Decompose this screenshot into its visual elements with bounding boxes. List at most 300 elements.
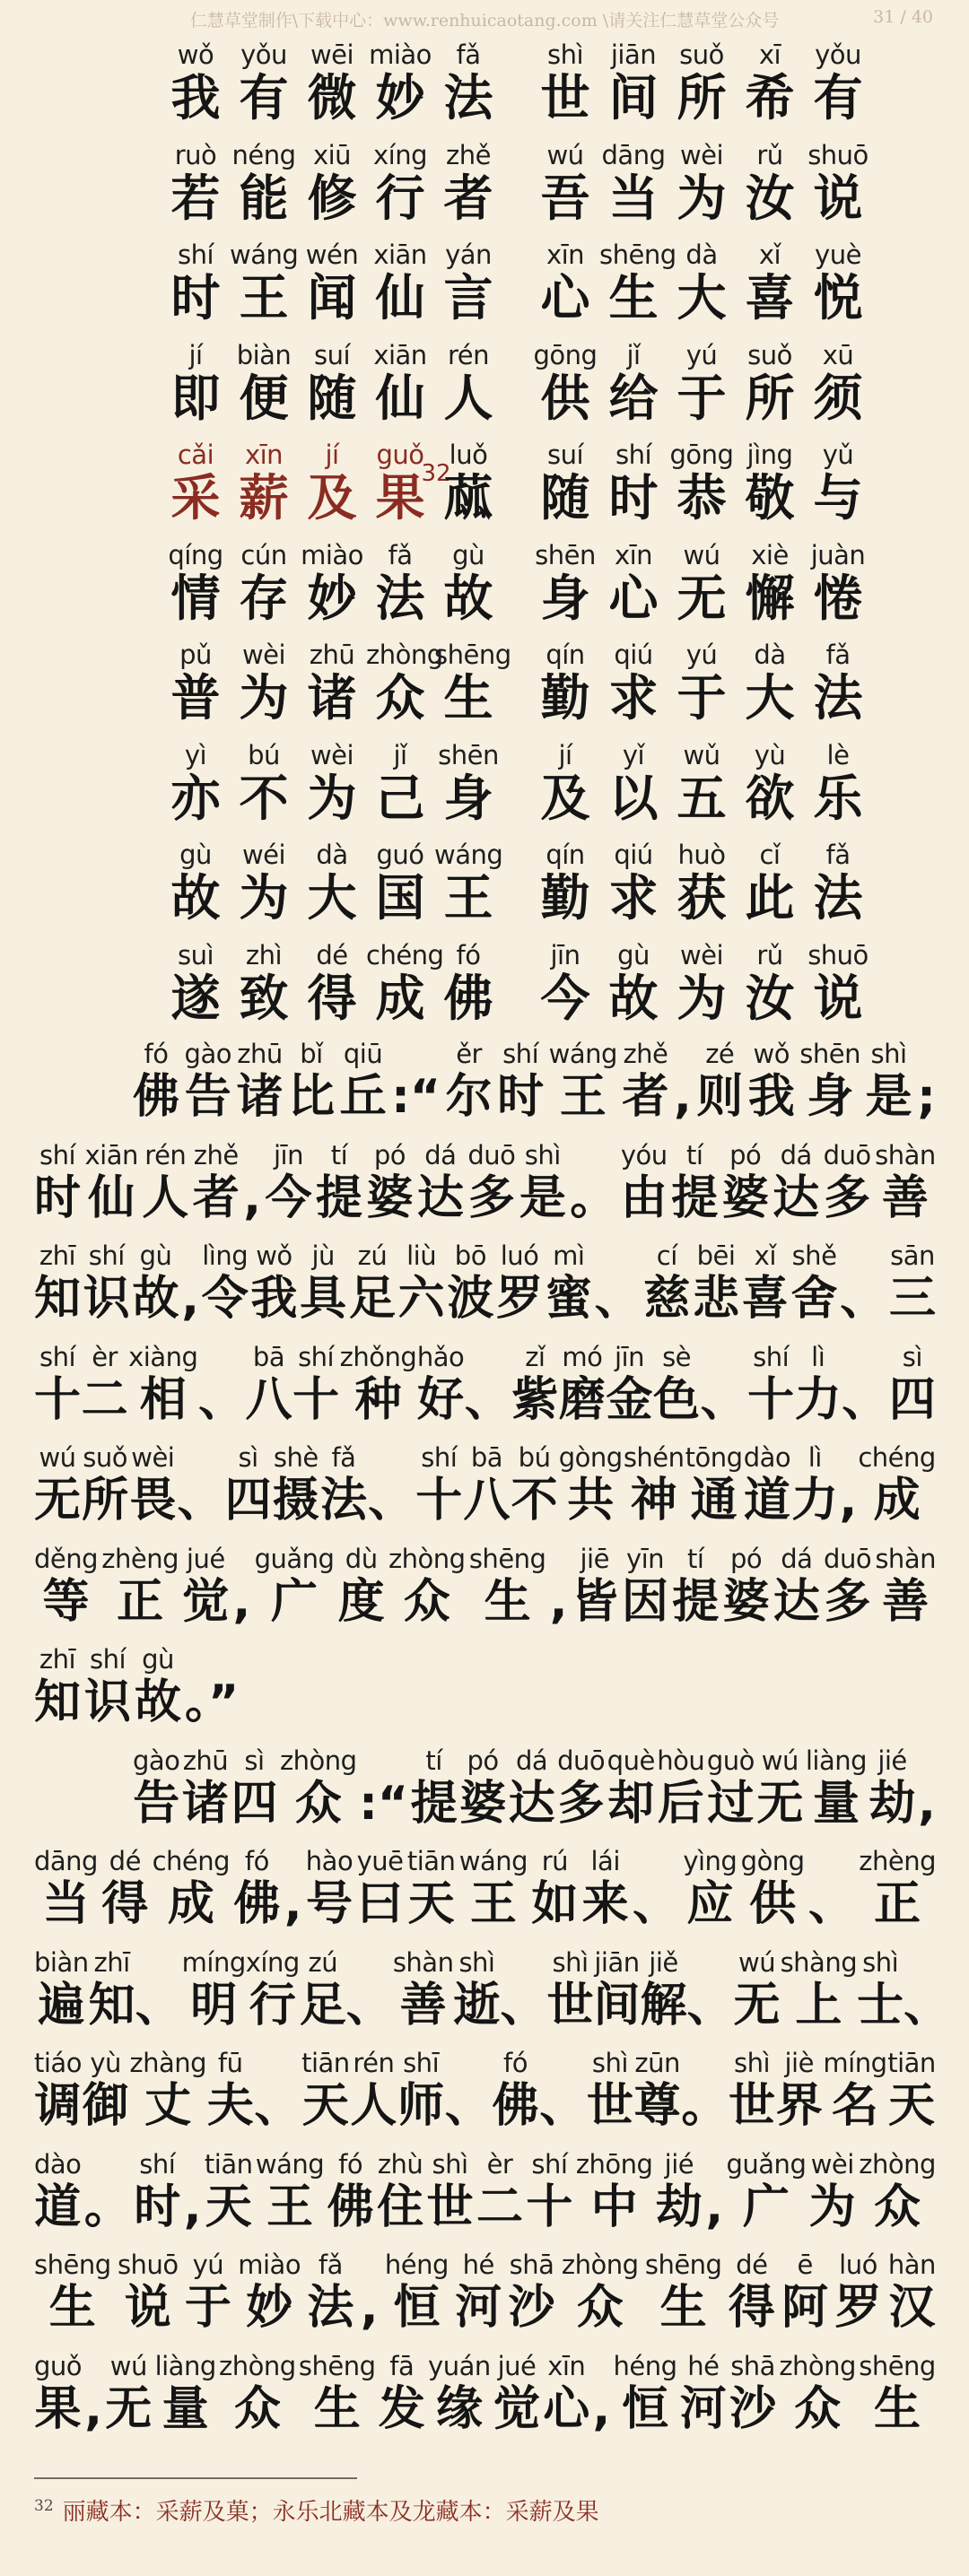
pinyin: bō (454, 1240, 486, 1271)
footnote-number: 32 (34, 2497, 54, 2516)
ruby-char (133, 1745, 179, 1832)
pinyin: zú (357, 1240, 388, 1271)
ruby-char (445, 2048, 492, 2134)
ruby-char (447, 1240, 493, 1327)
ruby-char (624, 1442, 685, 1528)
hanzi: 佛 (443, 969, 493, 1027)
pinyin: dào (743, 1442, 791, 1473)
hanzi: 广 (742, 2180, 790, 2234)
pinyin: wéi (241, 840, 286, 870)
ruby-char (806, 1745, 867, 1832)
ruby-char (256, 2149, 324, 2235)
ruby-char (391, 1039, 441, 1125)
hanzi: 是 (519, 1171, 566, 1225)
pinyin: chéng (366, 939, 444, 970)
pinyin: hàn (887, 2250, 936, 2280)
pinyin: jǐ (393, 739, 407, 770)
ruby-char (182, 1745, 229, 1832)
hanzi: 王 (266, 2180, 314, 2234)
hanzi: 色 (653, 1372, 701, 1427)
pinyin: xiān (84, 1139, 138, 1171)
pinyin: shàn (392, 1946, 454, 1978)
pinyin: zhī (93, 1946, 130, 1978)
pinyin: zhòng (779, 2350, 856, 2381)
pinyin: fǎ (318, 2250, 343, 2280)
pinyin: zhī (39, 1240, 76, 1271)
ruby-char (34, 1240, 81, 1327)
pinyin: zūn (634, 2048, 680, 2078)
ruby-char (587, 2048, 633, 2134)
ruby-char (744, 1442, 790, 1528)
ruby-char (427, 2149, 474, 2235)
hanzi: 大 (745, 669, 795, 727)
ruby-char (350, 2048, 397, 2134)
ruby-char (243, 1140, 261, 1226)
pinyin: luǒ (449, 439, 488, 470)
ruby-char (155, 2351, 216, 2437)
hanzi: 共 (567, 1474, 615, 1527)
ruby-char (233, 1544, 251, 1630)
pinyin: wǒ (753, 1039, 790, 1069)
hanzi: 世 (426, 2180, 474, 2234)
pinyin: jué (186, 1543, 225, 1574)
verse-left-half (162, 239, 502, 326)
verse-left-half (162, 39, 502, 126)
hanzi: 及 (307, 469, 357, 527)
hanzi: 有 (813, 69, 863, 126)
hanzi: 与 (813, 469, 863, 527)
ruby-char (346, 1947, 393, 2033)
pinyin: zhě (446, 139, 491, 170)
hanzi: 汝 (745, 169, 795, 227)
pinyin: mó (562, 1341, 603, 1372)
ruby-char (316, 1140, 362, 1226)
hanzi: 我 (747, 1070, 795, 1124)
pinyin: dé (109, 1846, 141, 1876)
pinyin: shì (862, 1946, 899, 1978)
punctuation: 、 (464, 1372, 511, 1427)
hanzi: 等 (42, 1574, 90, 1629)
ruby-char (840, 1240, 886, 1327)
pinyin: tí (330, 1139, 348, 1171)
hanzi: 生 (659, 2281, 707, 2335)
pinyin: shì (734, 2048, 771, 2078)
pinyin (103, 2149, 111, 2180)
pinyin: jiě (649, 1946, 678, 1978)
punctuation: :“ (359, 1776, 409, 1831)
ruby-char (641, 1947, 687, 2033)
hanzi: 则 (696, 1070, 744, 1124)
hanzi: 众 (294, 1776, 342, 1831)
hanzi: 罗 (496, 1272, 544, 1326)
pinyin: wèi (131, 1442, 175, 1473)
punctuation: 、 (368, 1474, 415, 1527)
hanzi: 此 (745, 869, 795, 927)
hanzi: 故 (608, 969, 659, 1027)
ruby-char (779, 2351, 856, 2437)
hanzi: 妙 (307, 569, 357, 627)
pinyin: suǒ (679, 39, 724, 70)
pinyin: shí (421, 1442, 458, 1473)
hanzi: 为 (677, 169, 727, 227)
hanzi: 悲 (693, 1272, 740, 1326)
ruby-char (182, 1947, 246, 2033)
pinyin: wú (546, 139, 584, 170)
prose-line (34, 1240, 936, 1339)
pinyin: héng (384, 2250, 449, 2280)
pinyin (598, 2351, 606, 2381)
hanzi: 解 (640, 1978, 687, 2032)
pinyin: juàn (810, 539, 866, 570)
verse-left-half (162, 740, 502, 826)
hanzi: 身 (540, 569, 590, 627)
pinyin: gōng (669, 439, 734, 470)
verse-right-half (531, 39, 872, 126)
pinyin: jiè (784, 2048, 814, 2078)
ruby-char (621, 1140, 668, 1226)
pinyin: tiáo (34, 2048, 82, 2078)
ruby-char (385, 2250, 449, 2336)
hanzi: 八 (463, 1474, 511, 1527)
ruby-char (407, 1846, 456, 1932)
hanzi: 为 (808, 2180, 856, 2234)
ruby-char (379, 2351, 425, 2437)
ruby-char (496, 1240, 543, 1327)
ruby-char (634, 2048, 681, 2134)
ruby-char (34, 2048, 82, 2134)
pinyin: zǐ (525, 1341, 546, 1372)
pinyin: chéng (152, 1846, 231, 1876)
pinyin (860, 1240, 868, 1271)
hanzi: 善 (882, 1574, 930, 1629)
pinyin: cún (240, 539, 287, 570)
hanzi: 汉 (888, 2281, 936, 2335)
pinyin: zhòng (279, 1745, 357, 1776)
ruby-char (643, 1240, 690, 1327)
hanzi: 尔 (445, 1070, 493, 1124)
pinyin: fǎ (388, 539, 413, 570)
hanzi: 知 (34, 1272, 82, 1326)
ruby-char (531, 1846, 578, 1932)
hanzi: 薪 (239, 469, 289, 527)
pinyin: guó (376, 840, 424, 870)
hanzi: 婆 (722, 1574, 770, 1629)
pinyin: dà (754, 640, 786, 670)
ruby-char (132, 1240, 179, 1327)
pinyin: zhàng (129, 2048, 207, 2078)
pinyin: gù (617, 939, 650, 970)
hanzi: 世 (546, 1978, 594, 2032)
pinyin: fǎ (331, 1442, 356, 1473)
page-number: 31 / 40 (873, 7, 933, 27)
pinyin: jiān (610, 39, 657, 70)
ruby-char (493, 2048, 539, 2134)
hanzi: 喜 (741, 1272, 789, 1326)
pinyin: pǔ (179, 640, 212, 670)
pinyin: hào (305, 1846, 354, 1876)
pinyin: dà (316, 840, 348, 870)
pinyin: shí (531, 2148, 568, 2180)
pinyin: suǒ (747, 339, 792, 370)
pinyin: lái (590, 1846, 620, 1876)
hanzi: 仙 (88, 1171, 135, 1225)
punctuation: , (360, 2281, 379, 2335)
ruby-char (795, 1342, 842, 1428)
ruby-char (917, 1039, 936, 1125)
pinyin: yì (184, 739, 207, 770)
pinyin: děng (34, 1543, 99, 1574)
hanzi: 故 (135, 1675, 182, 1729)
ruby-char (288, 1039, 335, 1125)
pinyin (274, 2048, 282, 2078)
pinyin: fó (338, 2148, 363, 2180)
pinyin: shí (139, 2148, 176, 2180)
pinyin: gōng (533, 339, 598, 370)
hanzi: 力 (794, 1372, 842, 1427)
ruby-char (723, 1544, 770, 1630)
pinyin (701, 2048, 709, 2078)
hanzi: 恭 (677, 469, 727, 527)
hanzi: 皆 (571, 1574, 618, 1629)
hanzi: 行 (375, 169, 425, 227)
pinyin: wèi (679, 139, 724, 170)
pinyin: yù (754, 739, 786, 770)
hanzi: 采 (170, 469, 221, 527)
pinyin: yán (445, 239, 492, 270)
pinyin: xīn (547, 2350, 586, 2381)
hanzi: 众 (794, 2381, 842, 2436)
pinyin: zhū (237, 1039, 283, 1069)
pinyin: fó (456, 939, 481, 970)
ruby-char (292, 1342, 339, 1428)
pinyin: bā (252, 1341, 285, 1372)
hanzi: 所 (82, 1474, 129, 1527)
ruby-char (300, 1240, 346, 1327)
pinyin: shēn (438, 739, 499, 770)
hanzi: 劫 (869, 1776, 916, 1831)
hanzi: 十 (292, 1372, 340, 1427)
ruby-char (101, 1544, 179, 1630)
hanzi: 天 (888, 2079, 936, 2133)
pinyin: wèi (810, 2148, 854, 2180)
pinyin: bú (248, 739, 280, 770)
hanzi: 生 (443, 669, 493, 727)
pinyin: liù (406, 1240, 437, 1271)
hanzi: 沙 (508, 2281, 555, 2335)
ruby-char (671, 1140, 718, 1226)
pinyin: tiān (887, 2048, 936, 2078)
pinyin: rǔ (756, 939, 783, 970)
pinyin: yǐ (622, 739, 645, 770)
ruby-char (34, 2149, 81, 2235)
hanzi: 多 (467, 1171, 515, 1225)
hanzi: 妙 (246, 2281, 293, 2335)
pinyin: ē (797, 2250, 813, 2280)
hanzi: 发 (378, 2381, 425, 2436)
hanzi: 及 (540, 769, 590, 827)
ruby-char (729, 2351, 776, 2437)
pinyin: pó (373, 1139, 406, 1171)
hanzi: 故 (170, 869, 221, 927)
ruby-char (582, 1846, 629, 1932)
hanzi: 恒 (393, 2281, 441, 2335)
ruby-char (366, 1140, 413, 1226)
hanzi: 间 (608, 69, 659, 126)
ruby-char (672, 1544, 719, 1630)
hanzi: 好 (417, 1372, 465, 1427)
pinyin: wèi (679, 939, 724, 970)
hanzi: 王 (239, 269, 289, 326)
ruby-char (118, 2250, 179, 2336)
hanzi: 时 (170, 269, 221, 326)
pinyin: qín (546, 640, 585, 670)
pinyin: lì (811, 1341, 825, 1372)
hanzi: 为 (239, 869, 289, 927)
hanzi: 汝 (745, 969, 795, 1027)
hanzi: 应 (686, 1877, 734, 1931)
pinyin (238, 1544, 246, 1574)
pinyin: liàng (154, 2350, 216, 2381)
hanzi: 法 (319, 1474, 367, 1527)
pinyin: wáng (548, 1039, 617, 1069)
hanzi: 大 (307, 869, 357, 927)
pinyin: sì (244, 1745, 265, 1776)
hanzi: 通 (690, 1474, 738, 1527)
ruby-char (84, 2351, 102, 2437)
ruby-char (34, 1644, 81, 1730)
hanzi: 告 (133, 1776, 180, 1831)
hanzi: 说 (813, 169, 863, 227)
ruby-char (84, 2149, 131, 2235)
pinyin: miào (238, 2250, 301, 2280)
pinyin: shí (298, 1341, 335, 1372)
pinyin: jiān (594, 1946, 640, 1978)
ruby-char (177, 1442, 223, 1528)
hanzi: 沙 (729, 2381, 777, 2436)
pinyin: miào (369, 39, 432, 70)
pinyin (828, 1846, 836, 1876)
pinyin: shēng (34, 2250, 111, 2280)
prose-line (34, 1140, 936, 1239)
pinyin: gù (142, 1644, 174, 1675)
hanzi: 求 (608, 869, 659, 927)
ruby-char (300, 1947, 346, 2033)
pinyin: yǒu (815, 39, 861, 70)
verse-line (0, 39, 969, 138)
hanzi: 法 (813, 669, 863, 727)
hanzi: 界 (775, 2079, 823, 2133)
prose-line (133, 1745, 936, 1844)
hanzi: 妙 (375, 69, 425, 126)
pinyin: shì (870, 1039, 907, 1069)
ruby-char (84, 1644, 131, 1730)
hanzi: 佛 (133, 1070, 180, 1124)
hanzi: 世 (586, 2079, 633, 2133)
ruby-char (680, 2351, 727, 2437)
verse-line (0, 239, 969, 338)
ruby-char (701, 1342, 747, 1428)
hanzi: 生 (484, 1574, 531, 1629)
punctuation: 、 (254, 2079, 301, 2133)
hanzi: 正 (117, 1574, 164, 1629)
pinyin (923, 1947, 931, 1978)
pinyin: ruò (174, 139, 217, 170)
pinyin: dá (516, 1745, 548, 1776)
hanzi: 者 (192, 1171, 240, 1225)
pinyin: zhèng (101, 1543, 179, 1574)
ruby-char (722, 1140, 769, 1226)
pinyin: yóu (620, 1139, 668, 1171)
ruby-char (857, 1947, 904, 2033)
hanzi: 仙 (375, 269, 425, 326)
hanzi: 今 (265, 1171, 312, 1225)
footnote (34, 2493, 931, 2527)
hanzi: 众 (576, 2281, 624, 2335)
hanzi: 果 32 (375, 460, 451, 527)
hanzi: 勤 (540, 669, 590, 727)
pinyin (720, 1342, 728, 1372)
pinyin: jù (311, 1240, 335, 1271)
pinyin (711, 2149, 719, 2180)
pinyin: zhī (39, 1644, 76, 1675)
hanzi: 己 (375, 769, 425, 827)
hanzi: 生 (874, 2381, 921, 2436)
pinyin: biàn (34, 1946, 89, 1978)
ruby-char (685, 1442, 743, 1528)
ruby-char (185, 1644, 239, 1730)
pinyin: guǒ (34, 2350, 83, 2381)
pinyin: xīn (614, 539, 653, 570)
ruby-char (250, 1240, 297, 1327)
pinyin: lè (826, 739, 850, 770)
ruby-char (84, 1140, 137, 1226)
ruby-char (683, 1846, 737, 1932)
hanzi: 明 (190, 1978, 238, 2032)
hanzi: 众 (375, 669, 425, 727)
ruby-char (415, 1442, 462, 1528)
punctuation: 、 (808, 1877, 855, 1931)
ruby-char (301, 2048, 350, 2134)
pinyin: guǎng (254, 1543, 335, 1574)
pinyin: sè (662, 1341, 692, 1372)
prose-line (34, 2351, 936, 2450)
hanzi: 令 (201, 1272, 249, 1326)
pinyin: gù (139, 1240, 172, 1271)
hanzi: 生 (313, 2381, 361, 2436)
punctuation: 、 (197, 1372, 245, 1427)
pinyin: xī (758, 39, 781, 70)
pinyin: rén (447, 339, 489, 370)
pinyin: zé (705, 1039, 735, 1069)
ruby-char (393, 1947, 454, 2033)
hanzi: 十 (526, 2180, 573, 2234)
hanzi: 罗 (834, 2281, 882, 2335)
hanzi: 却 (607, 1776, 655, 1831)
pinyin: èr (92, 1341, 118, 1372)
pinyin: mì (553, 1240, 585, 1271)
hanzi: 多 (824, 1574, 871, 1629)
hanzi: 故 (132, 1272, 179, 1326)
ruby-char (34, 1846, 98, 1932)
pinyin: duō (823, 1139, 871, 1171)
hanzi: 亦 (170, 769, 221, 827)
hanzi: 王 (443, 869, 493, 927)
verse-right-half (531, 840, 872, 926)
hanzi: 果 (34, 2381, 82, 2436)
pinyin: wèi (241, 640, 286, 670)
hanzi: 生 (608, 269, 659, 326)
hanzi: 喜 (745, 269, 795, 326)
